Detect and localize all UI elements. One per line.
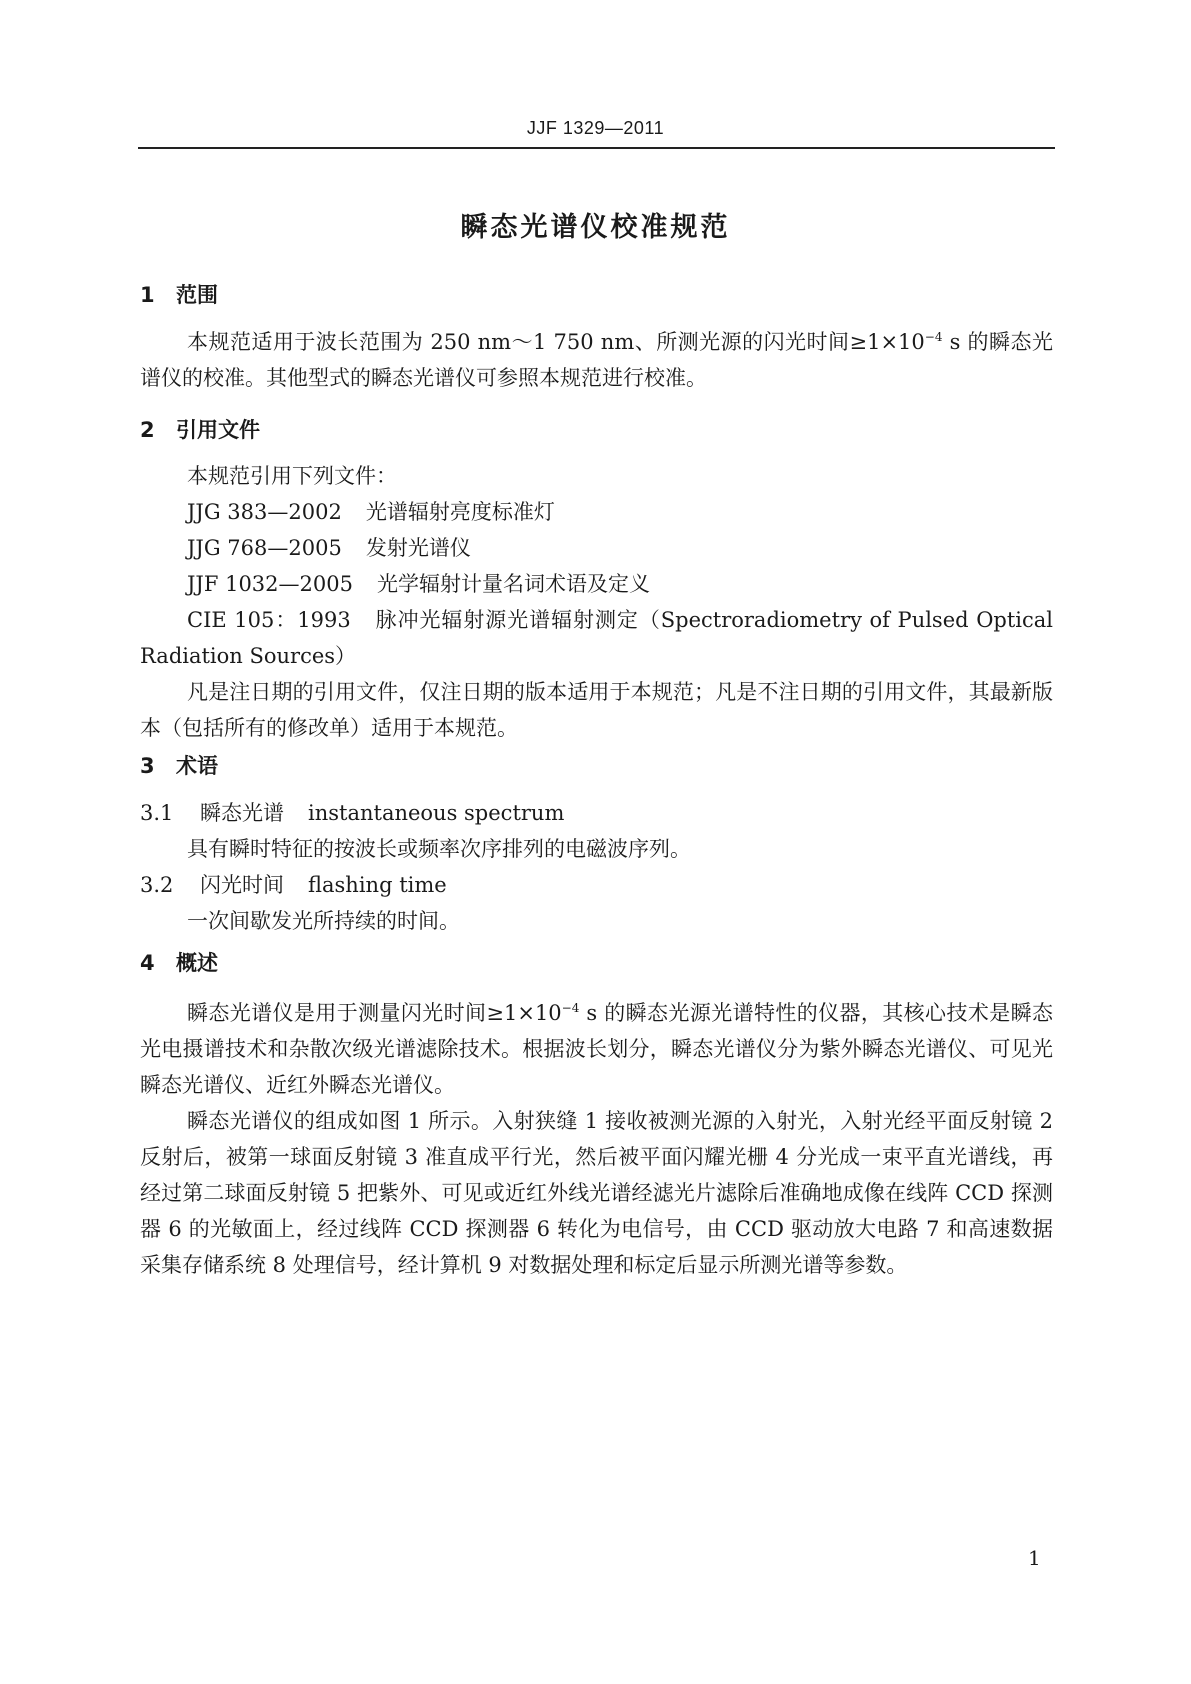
term-heading — [140, 867, 1053, 903]
reference-code: CIE 105：1993 — [187, 608, 351, 632]
section-2-body — [140, 458, 1053, 746]
exponent: −4 — [561, 1001, 580, 1015]
term-zh: 闪光时间 — [200, 873, 284, 897]
term-definition: 一次间歇发光所持续的时间。 — [187, 909, 460, 933]
term-zh: 瞬态光谱 — [200, 801, 284, 825]
term-heading — [140, 795, 1053, 831]
standard-code-header: JJF 1329—2011 — [526, 118, 665, 138]
reference-title: 光谱辐射亮度标准灯 — [365, 500, 555, 524]
exponent: −4 — [924, 330, 943, 344]
reference-code: JJG 383—2002 — [187, 500, 342, 524]
reference-item — [140, 530, 1053, 566]
document-title: 瞬态光谱仪校准规范 — [460, 212, 731, 243]
section-title: 引用文件 — [176, 418, 260, 442]
section-title: 术语 — [176, 754, 218, 778]
section-2-heading — [140, 414, 260, 444]
section-number: 4 — [140, 951, 155, 975]
section-3-body — [140, 795, 1053, 939]
overview-paragraph: 瞬态光谱仪是用于测量闪光时间$\ge 1\times 10^{-4}$ s 的瞬态光源光谱特性的仪器，其核心技术是瞬态光电摄谱技术和杂散次级光谱滤除技术。根据波长划分，瞬态光谱仪分为紫外瞬态光谱仪、可见光瞬态光谱仪、近红外瞬态光谱仪。 — [140, 1001, 1053, 1097]
reference-item — [140, 494, 1053, 530]
section-3-heading — [140, 750, 218, 780]
term-definition: 具有瞬时特征的按波长或频率次序排列的电磁波序列。 — [187, 837, 691, 861]
section-number: 2 — [140, 418, 155, 442]
reference-item — [140, 602, 1053, 674]
term-en: instantaneous spectrum — [308, 801, 565, 825]
reference-title: 发射光谱仪 — [365, 536, 471, 560]
term-number: 3.1 — [140, 801, 174, 825]
section-1-body — [140, 324, 1053, 396]
section-4-body — [140, 995, 1053, 1283]
composition-paragraph: 瞬态光谱仪的组成如图 1 所示。入射狭缝 1 接收被测光源的入射光，入射光经平面反射镜 2 反射后，被第一球面反射镜 3 准直成平行光，然后被平面闪耀光栅 4 分光成一束平直光谱线，再经过第二球面反射镜 5 把紫外、可见或近红外线光谱经滤光片滤除后准确地成像在线阵 CCD 探测器 6 的光敏面上，经过线阵 CCD 探测器 6 转化为电信号，由 CCD 驱动放大电路 7 和高速数据采集存储系统 8 处理信号，经计算机 9 对数据处理和标定后显示所测光谱等参数。 — [140, 1109, 1053, 1277]
reference-item — [140, 566, 1053, 602]
section-number: 1 — [140, 283, 155, 307]
section-4-heading — [140, 947, 218, 977]
reference-code: JJG 768—2005 — [187, 536, 342, 560]
reference-code: JJF 1032—2005 — [187, 572, 353, 596]
term-number: 3.2 — [140, 873, 174, 897]
scope-paragraph: 本规范适用于波长范围为 250 nm～1 750 nm、所测光源的闪光时间$\ge 1\times 10^{-4}$ s 的瞬态光谱仪的校准。其他型式的瞬态光谱仪可参照本规范进行校准。 — [140, 330, 1053, 390]
reference-title: 光学辐射计量名词术语及定义 — [376, 572, 650, 596]
section-title: 范围 — [176, 283, 218, 307]
section-title: 概述 — [176, 951, 218, 975]
section-1-heading — [140, 279, 218, 309]
references-intro: 本规范引用下列文件： — [187, 464, 397, 488]
header-rule — [138, 147, 1055, 149]
term-en: flashing time — [308, 873, 447, 897]
section-number: 3 — [140, 754, 155, 778]
dated-references-note: 凡是注日期的引用文件，仅注日期的版本适用于本规范；凡是不注日期的引用文件，其最新版本（包括所有的修改单）适用于本规范。 — [140, 680, 1053, 740]
reference-title: 脉冲光辐射源光谱辐射测定（Spectroradiometry of Pulsed Optical Radiation Sources） — [140, 608, 1054, 668]
page-number: 1 — [1028, 1546, 1041, 1570]
